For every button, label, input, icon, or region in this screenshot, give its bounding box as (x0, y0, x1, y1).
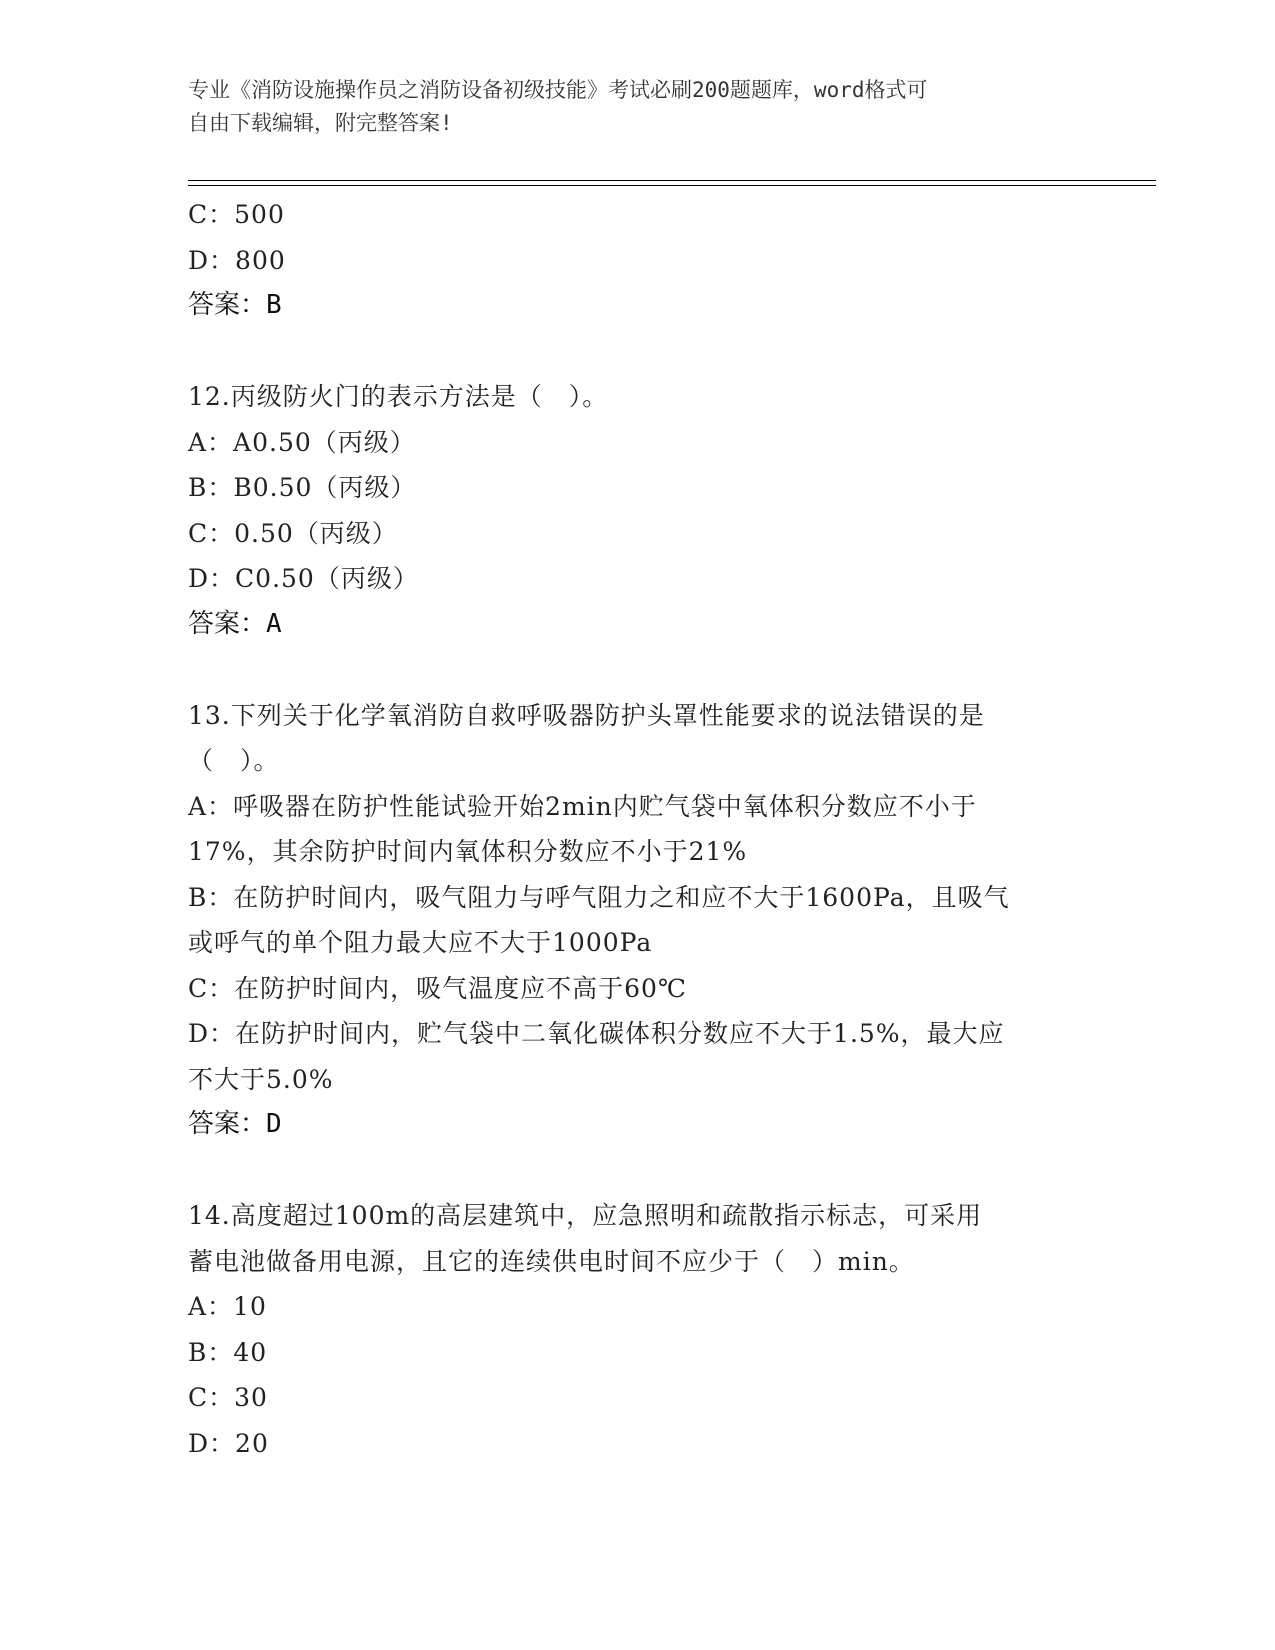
header-title-line-1: 专业《消防设施操作员之消防设备初级技能》考试必刷200题题库，word格式可 (188, 78, 928, 102)
option-a-line-1: A：呼吸器在防护性能试验开始2min内贮气袋中氧体积分数应不小于 (188, 791, 977, 821)
header-title-line-2: 自由下载编辑，附完整答案! (188, 111, 453, 135)
question-text: 12.丙级防火门的表示方法是（ ）。 (188, 382, 609, 411)
question-13 (188, 693, 1088, 1148)
spacer (188, 647, 1088, 693)
question-text-line-2: 蓄电池做备用电源，且它的连续供电时间不应少于（ ）min。 (188, 1246, 915, 1276)
option-d-line-2: 不大于5.0% (188, 1064, 334, 1094)
answer-line: 答案：D (188, 1109, 282, 1139)
question-14 (188, 1193, 1088, 1466)
option-a-line-2: 17%，其余防护时间内氧体积分数应不小于21% (188, 837, 748, 866)
option-d: D：20 (188, 1428, 269, 1458)
option-b: B：40 (188, 1337, 268, 1367)
spacer (188, 329, 1088, 375)
header-divider-bottom (188, 185, 1156, 186)
option-c: C：在防护时间内，吸气温度应不高于60℃ (188, 973, 687, 1003)
option-c: C：30 (188, 1383, 268, 1412)
question-text-line-1: 14.高度超过100m的高层建筑中，应急照明和疏散指示标志，可采用 (188, 1201, 983, 1230)
option-b-line-1: B：在防护时间内，吸气阻力与呼气阻力之和应不大于1600Pa，且吸气 (188, 882, 1010, 912)
question-list (188, 192, 1088, 1466)
answer-line: 答案：B (188, 290, 282, 320)
option-d: D：C0.50（丙级） (188, 564, 419, 593)
question-12 (188, 374, 1088, 647)
question-text-line-1: 13.下列关于化学氧消防自救呼吸器防护头罩性能要求的说法错误的是 (188, 700, 985, 730)
option-d-line-1: D：在防护时间内，贮气袋中二氧化碳体积分数应不大于1.5%，最大应 (188, 1019, 1005, 1048)
option-a: A：10 (188, 1292, 267, 1321)
question-text-line-2: （ ）。 (188, 746, 280, 775)
option-b: B：B0.50（丙级） (188, 473, 417, 502)
previous-question (188, 192, 1088, 329)
option-c: C：0.50（丙级） (188, 518, 398, 548)
option-b-line-2: 或呼气的单个阻力最大应不大于1000Pa (188, 928, 653, 957)
spacer (188, 1148, 1088, 1194)
option-d: D：800 (188, 245, 286, 275)
document-header (188, 74, 1088, 140)
answer-line: 答案：A (188, 608, 282, 639)
option-c: C：500 (188, 200, 285, 229)
header-divider-top (188, 180, 1156, 181)
option-a: A：A0.50（丙级） (188, 427, 416, 457)
